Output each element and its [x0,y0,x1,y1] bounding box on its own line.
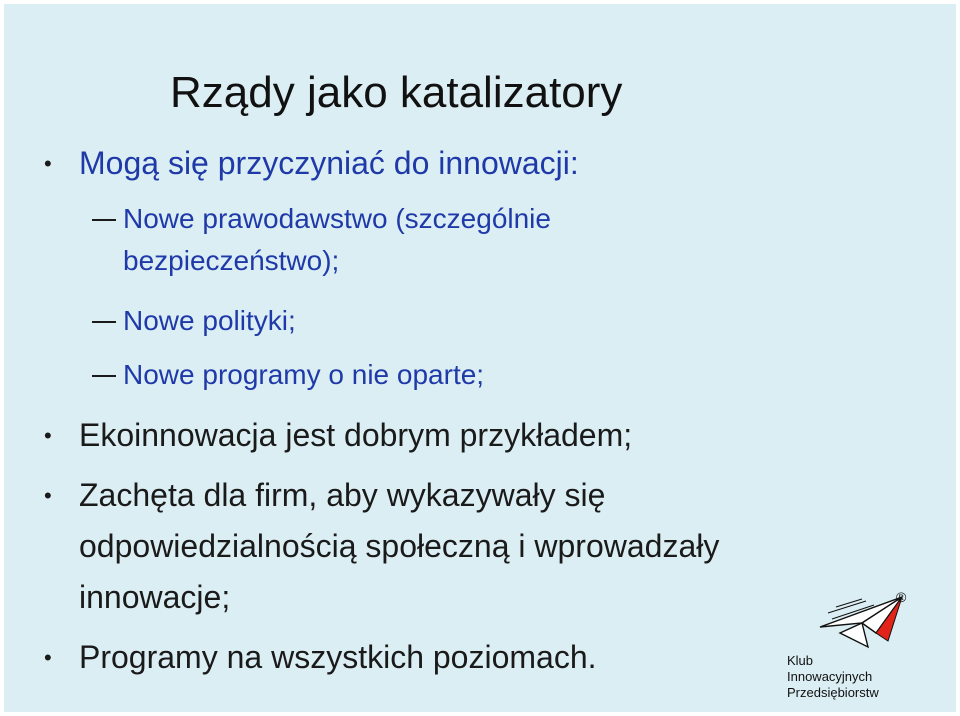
bullet-text: Ekoinnowacja jest dobrym przykładem; [79,417,633,453]
logo-wordmark [787,653,879,701]
sub-bullet-text: Nowe programy o nie oparte; [123,359,485,390]
sub-bullet-text: Nowe prawodawstwo (szczególnie bezpieczeństwo); [123,203,551,276]
bullet-dot-icon: • [44,483,52,508]
registered-mark: ® [896,589,907,605]
paper-plane-icon [784,587,914,653]
bullet-dot-icon: • [44,423,52,448]
club-logo [784,587,924,707]
slide [4,4,956,712]
bullet-text: Programy na wszystkich poziomach. [79,639,597,675]
dash-icon [92,219,116,221]
sub-bullet-text: Nowe polityki; [123,305,296,336]
logo-line: Przedsiębiorstw [787,685,879,700]
logo-line: Klub [787,653,814,668]
logo-line: Innowacyjnych [787,669,873,684]
bullet-dot-icon: • [44,645,52,670]
dash-icon [92,321,116,323]
bullet-dot-icon: • [44,151,52,176]
dash-icon [92,375,116,377]
slide-title: Rządy jako katalizatory [170,68,623,117]
bullet-text: Mogą się przyczyniać do innowacji: [79,145,579,181]
bullet-text: Zachęta dla firm, aby wykazywały się odpowiedzialnością społeczną i wprowadzały innowacje; [79,477,720,615]
